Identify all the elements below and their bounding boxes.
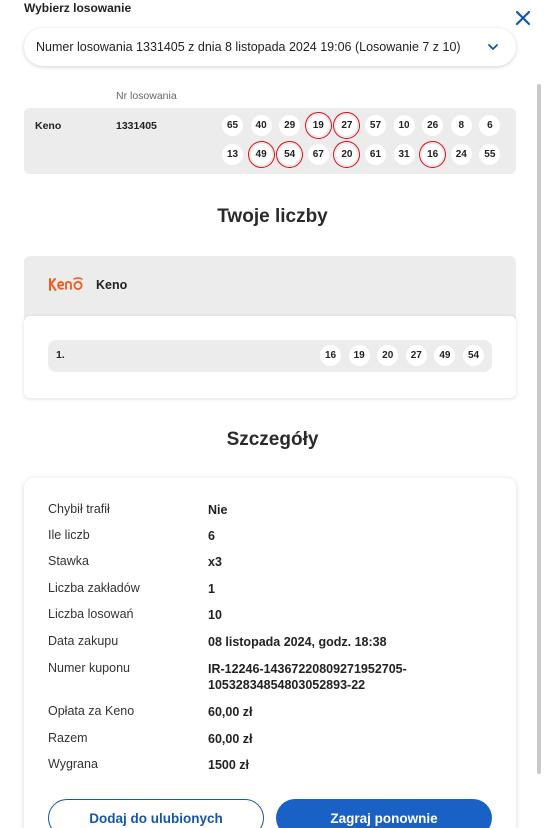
drawn-number-ball: 29	[279, 115, 300, 136]
drawn-number-ball: 67	[308, 144, 329, 165]
drawn-number-ball: 65	[222, 115, 243, 136]
draw-number-column-label: Nr losowania	[116, 90, 177, 102]
select-draw-label: Wybierz losowanie	[24, 1, 132, 15]
detail-value: 08 listopada 2024, godz. 18:38	[208, 635, 387, 649]
drawn-number-ball: 26	[422, 115, 443, 136]
picked-number-ball: 19	[349, 345, 370, 366]
drawn-number-ball: 13	[222, 144, 243, 165]
drawn-number-ball-matched: 54	[279, 144, 300, 165]
detail-label: Data zakupu	[48, 634, 119, 648]
drawn-number-ball: 40	[251, 115, 272, 136]
chevron-down-icon	[486, 40, 500, 54]
result-draw-number: 1331405	[116, 120, 157, 132]
picked-number-ball: 16	[320, 345, 341, 366]
close-icon	[513, 8, 533, 28]
drawn-number-ball: 61	[365, 144, 386, 165]
detail-value: x3	[208, 555, 222, 569]
detail-value: Nie	[208, 503, 228, 517]
draw-result-row	[24, 108, 516, 174]
play-again-button[interactable]: Zagraj ponownie	[276, 799, 492, 828]
bet-line	[48, 340, 492, 372]
close-button[interactable]	[513, 8, 533, 28]
detail-value: 60,00 zł	[208, 732, 253, 746]
detail-value: 1500 zł	[208, 758, 250, 772]
bet-line-index: 1.	[56, 349, 65, 361]
draw-select-dropdown[interactable]	[24, 28, 516, 66]
drawn-numbers	[222, 115, 506, 165]
draw-select-value: Numer losowania 1331405 z dnia 8 listopada 2024 19:06 (Losowanie 7 z 10)	[36, 40, 461, 54]
add-to-favorites-button[interactable]: Dodaj do ulubionych	[48, 799, 264, 828]
drawn-number-ball: 31	[394, 144, 415, 165]
your-numbers-title: Twoje liczby	[217, 206, 328, 227]
detail-label: Razem	[48, 731, 88, 745]
drawn-number-ball: 57	[365, 115, 386, 136]
detail-label: Opłata za Keno	[48, 704, 135, 718]
drawn-number-ball-matched: 20	[336, 144, 357, 165]
drawn-number-ball-matched: 27	[336, 115, 357, 136]
detail-value: IR-12246-14367220809271952705-10532834854803052893-22	[208, 662, 407, 692]
result-game-name: Keno	[35, 120, 62, 132]
detail-label: Liczba zakładów	[48, 581, 140, 595]
drawn-number-ball: 10	[394, 115, 415, 136]
detail-value: 1	[208, 582, 215, 596]
detail-value: 60,00 zł	[208, 705, 253, 719]
detail-value: 10	[208, 608, 222, 622]
bet-lines	[24, 316, 516, 398]
picked-numbers	[320, 345, 484, 366]
detail-label: Chybił trafił	[48, 502, 110, 516]
keno-logo-icon	[48, 276, 86, 294]
picked-number-ball: 20	[377, 345, 398, 366]
picked-number-ball: 49	[434, 345, 455, 366]
drawn-number-ball: 55	[479, 144, 500, 165]
drawn-number-ball-matched: 16	[422, 144, 443, 165]
drawn-number-ball: 6	[479, 115, 500, 136]
detail-label: Numer kuponu	[48, 661, 130, 675]
picked-number-ball: 54	[463, 345, 484, 366]
drawn-number-ball: 8	[451, 115, 472, 136]
details-card	[24, 478, 516, 828]
game-name: Keno	[96, 278, 128, 292]
detail-label: Liczba losowań	[48, 607, 134, 621]
detail-value: 6	[208, 529, 215, 543]
drawn-number-ball: 24	[451, 144, 472, 165]
detail-label: Wygrana	[48, 757, 98, 771]
drawn-number-ball-matched: 49	[251, 144, 272, 165]
drawn-number-ball-matched: 19	[308, 115, 329, 136]
details-title: Szczegóły	[226, 429, 319, 450]
detail-label: Stawka	[48, 554, 89, 568]
picked-number-ball: 27	[406, 345, 427, 366]
detail-label: Ile liczb	[48, 528, 90, 542]
your-numbers-card	[24, 256, 516, 398]
game-header	[24, 256, 516, 316]
